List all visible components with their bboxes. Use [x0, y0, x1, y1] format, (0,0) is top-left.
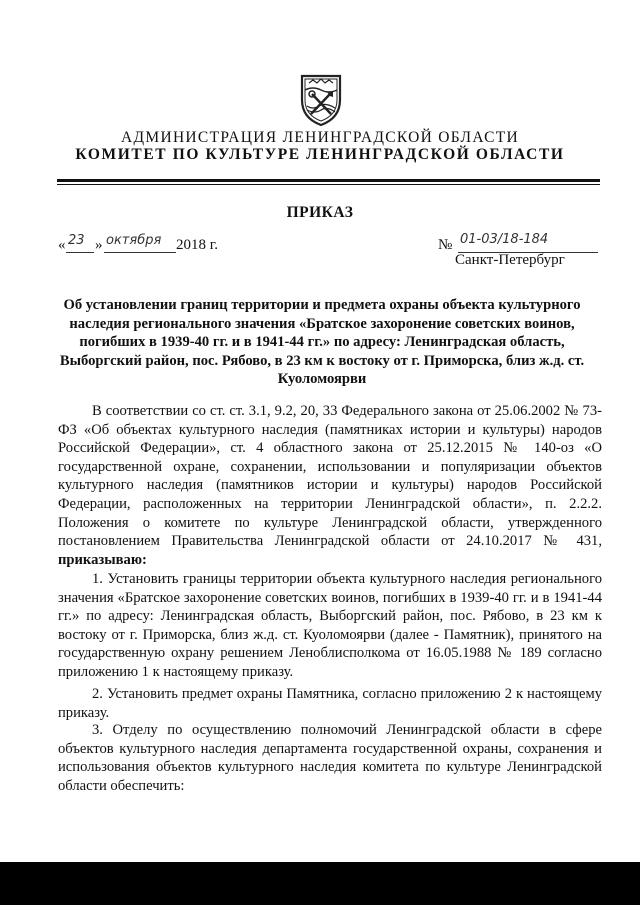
committee-heading: КОМИТЕТ ПО КУЛЬТУРЕ ЛЕНИНГРАДСКОЙ ОБЛАСТИ	[75, 146, 565, 163]
date-day: 23	[68, 233, 85, 248]
date-month: октября	[106, 233, 162, 248]
date-close-quote: »	[95, 237, 103, 253]
order-date	[58, 231, 258, 257]
header-divider-thin	[57, 184, 600, 185]
date-month-underline	[104, 252, 176, 253]
date-year: 2018 г.	[176, 237, 218, 253]
document-title: ПРИКАЗ	[286, 204, 354, 221]
order-word: приказываю:	[58, 551, 147, 568]
date-day-underline	[66, 252, 94, 253]
date-open-quote: «	[58, 237, 66, 253]
coat-of-arms-icon	[295, 70, 347, 128]
scan-border	[0, 862, 640, 905]
item-1-paragraph: 1. Установить границы территории объекта культурного наследия регионального значения «Братское захоронение советских воинов, погибших в 1939-40 гг. и в 1941-44 гг.» по адресу: Ленинградская область, Выборгский район, пос. Рябово, в 23 км к востоку от г. Приморска, близ ж.д. ст. Куоломоярви (далее - Памятник), принятого на государственную охрану решением Леноблисполкома от 16.05.1988 № 189 согласно приложению 1 к настоящему приказу.	[58, 571, 602, 680]
administration-heading: АДМИНИСТРАЦИЯ ЛЕНИНГРАДСКОЙ ОБЛАСТИ	[121, 129, 519, 146]
item-2-paragraph: 2. Установить предмет охраны Памятника, согласно приложению 2 к настоящему приказу.	[58, 686, 602, 721]
item-3-paragraph: 3. Отделу по осуществлению полномочий Ленинградской области в сфере объектов культурного наследия департамента государственной охраны, сохранения и использования объектов культурного наследия комитета по культуре Ленинградской области обеспечить:	[58, 722, 602, 794]
order-number-value: 01-03/18-184	[460, 232, 549, 247]
number-sign: №	[438, 237, 453, 253]
preamble-paragraph	[58, 402, 602, 569]
preamble-text: В соответствии со ст. ст. 3.1, 9.2, 20, 33 Федерального закона от 25.06.2002 № 73-ФЗ «Об объектах культурного наследия (памятниках истории и культуры) народов Российской Федерации», ст. 4 областного закона от 25.12.2015 № 140-оз «О государственной охране, сохранении, использовании и популяризации объектов культурного наследия (памятников истории и культуры) народов Российской Федерации, расположенных на территории Ленинградской области», п. 2.2.2. Положения о комитете по культуре Ленинградской области, утвержденного постановлением Правительства Ленинградской области от 24.10.2017 № 431,	[58, 403, 602, 550]
header-divider	[57, 179, 600, 182]
city-name: Санкт-Петербург	[455, 252, 565, 268]
order-subject: Об установлении границ территории и предмета охраны объекта культурного наследия регионального значения «Братское захоронение советских воинов, погибших в 1939-40 гг. и в 1941-44 гг.» по адресу: Ленинградская область, Выборгский район, пос. Рябово, в 23 км к востоку от г. Приморска, близ ж.д. ст. Куоломоярви	[59, 297, 585, 388]
